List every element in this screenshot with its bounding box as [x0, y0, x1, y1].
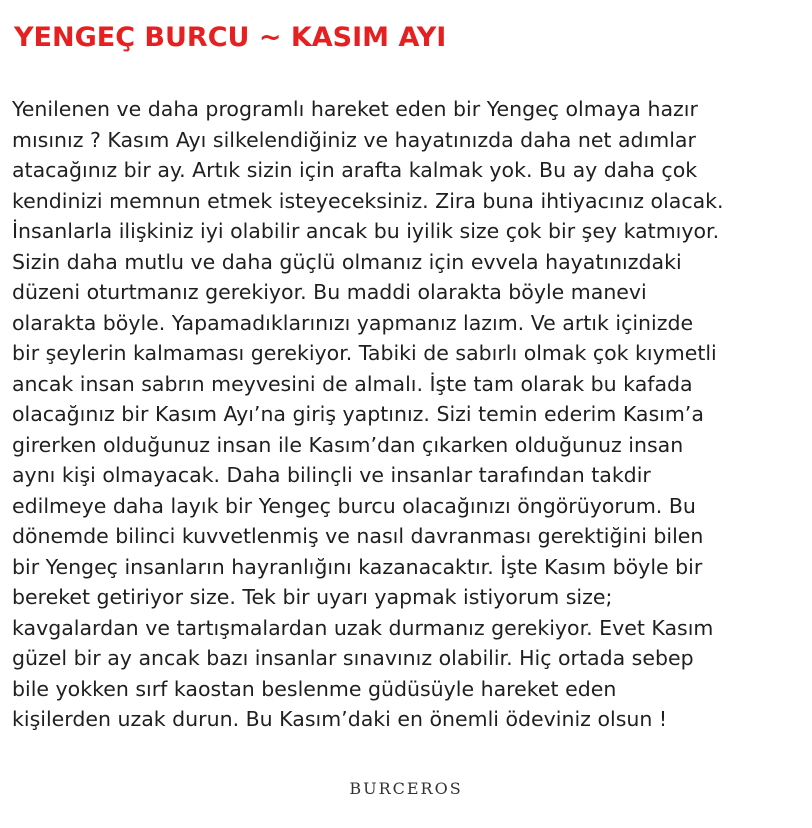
body-line: edilmeye daha layık bir Yengeç burcu olacağınızı öngörüyorum. Bu [12, 493, 696, 518]
body-line: kendinizi memnun etmek isteyeceksiniz. Zira buna ihtiyacınız olacak. [12, 188, 724, 213]
body-line: ancak insan sabrın meyvesini de almalı. İşte tam olarak bu kafada [12, 371, 693, 396]
body-line: olacağınız bir Kasım Ayı’na giriş yaptınız. Sizi temin ederim Kasım’a [12, 402, 704, 426]
body-line: kavgalardan ve tartışmalardan uzak durmanız gerekiyor. Evet Kasım [12, 615, 714, 640]
body-line: olarakta böyle. Yapamadıklarınızı yapmanız lazım. Ve artık içinizde [12, 310, 694, 335]
article-body [12, 94, 802, 735]
body-line: aynı kişi olmayacak. Daha bilinçli ve insanlar tarafından takdir [12, 463, 651, 487]
body-line: bile yokken sırf kaostan beslenme güdüsüyle hareket eden [12, 676, 617, 701]
body-line: mısınız ? Kasım Ayı silkelendiğiniz ve hayatınızda daha net adımlar [12, 127, 696, 152]
body-line: kişilerden uzak durun. Bu Kasım’daki en önemli ödeviniz olsun ! [12, 707, 668, 731]
body-line: dönemde bilinci kuvvetlenmiş ve nasıl davranması gerektiğini bilen [12, 524, 704, 548]
body-line: Sizin daha mutlu ve daha güçlü olmanız için evvela hayatınızdaki [12, 249, 682, 274]
body-line: atacağınız bir ay. Artık sizin için arafta kalmak yok. Bu ay daha çok [12, 158, 698, 182]
body-line: güzel bir ay ancak bazı insanlar sınavınız olabilir. Hiç ortada sebep [12, 646, 694, 670]
body-line: bir Yengeç insanların hayranlığını kazanacaktır. İşte Kasım böyle bir [12, 554, 703, 579]
body-line: girerken olduğunuz insan ile Kasım’dan çıkarken olduğunuz insan [12, 432, 684, 457]
body-line: Yenilenen ve daha programlı hareket eden bir Yengeç olmaya hazır [12, 97, 698, 121]
body-line: bereket getiriyor size. Tek bir uyarı yapmak istiyorum size; [12, 585, 613, 609]
body-line: bir şeylerin kalmaması gerekiyor. Tabiki de sabırlı olmak çok kıymetli [12, 341, 717, 365]
body-line: İnsanlarla ilişkiniz iyi olabilir ancak bu iyilik size çok bir şey katmıyor. [12, 219, 720, 243]
body-line: düzeni oturtmanız gerekiyor. Bu maddi olarakta böyle manevi [12, 280, 647, 304]
page-title: YENGEÇ BURCU ~ KASIM AYI [14, 22, 447, 53]
brand-footer: BURCEROS [349, 779, 463, 798]
